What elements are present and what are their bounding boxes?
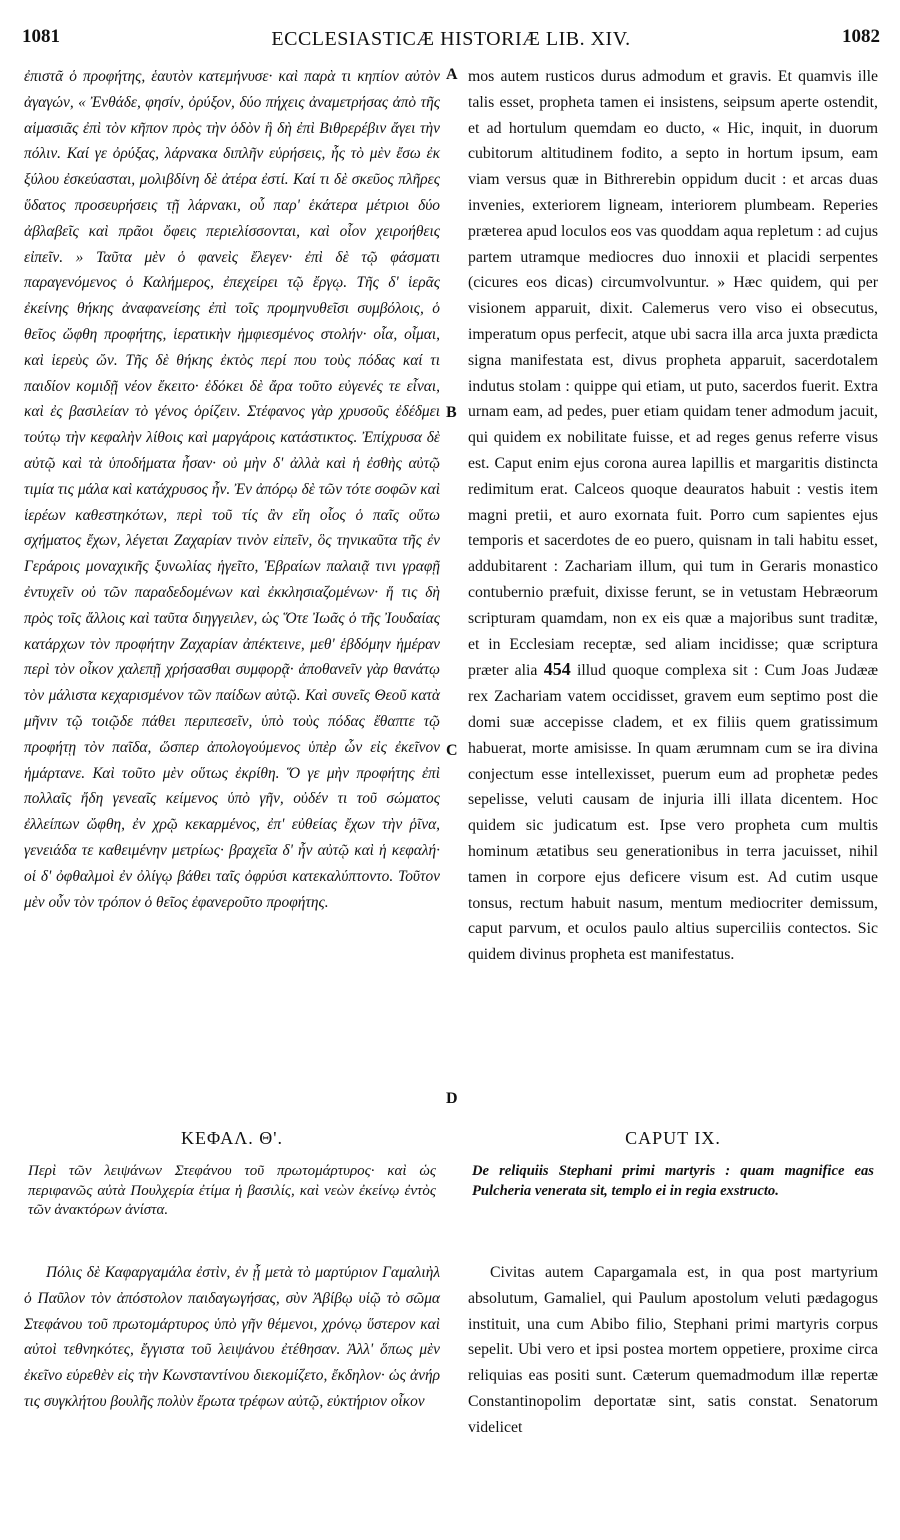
- latin-text-part-a: mos autem rusticos durus admodum et gravis. Et quamvis ille talis esset, propheta tamen ei insistens, seipsum aperte ostendit, et ad hortulum quemdam eo ducto, « Hic, inquit, in duorum cubitorum altitudinem fodito, a septo in hortum ipsum, eam viam versus quæ in Bithrerebin oppidum ducit : et arcas duas invenies, exteriorem ligneam, interiorem plumbeam. Reperies præterea apud loculos eos vas quoddam aqua repletum : ad cujus partem utramque mediocres duo innoxii et placidi serpentes (cicures eos dicas) circumvolvuntur. » Hæc quidem, qui per visionem apparuit, dixit. Calemerus vero viso ei obsecutus, imperatum opus perfecit, atque ubi sacra illa arca juxta prædicta signa manifestata est, divus propheta apparuit, sacerdotalem indutus stolam : quippe qui etiam, ut puto, sacerdos fuerit. Extra urnam eam, ad pedes, puer etiam quidam tener admodum jacuit, qui quidem ex nobilitate fuisse, et ad reges genus referre visus est. Caput enim ejus corona aurea lapillis et margaritis distincta redimitum erat. Calceos quoque deauratos habuit : vestis item magni pretii, et auro exornata fuit. Porro cum sapientes ejus temporis et sacerdotes de eo puero, quisnam in tali habitu esset, addubitarent : Zachariam illum, qui tum in Geraris monastico contubernio præfuit, dixisse ferunt, se in vetustam Hebræorum scripturam quamdam, non ex eis quæ a majoribus sunt traditæ, et in Ecclesiam receptæ, sed aliam incidisse; quæ scriptura præter alia: [468, 68, 878, 680]
- running-header: [22, 10, 880, 50]
- greek-paragraph-chapter-9: Πόλις δὲ Καφαργαμάλα ἐστὶν, ἐν ᾗ μετὰ τὸ μαρτύριον Γαμαλιὴλ ὁ Παῦλον τὸν ἀπόστολον παιδαγωγήσας, σὺν Ἀβίβῳ υἱῷ τὸ σῶμα Στεφάνου τοῦ πρωτομάρτυρος ὑπὸ γῆν θέμενοι, χρόνῳ ὕστερον καὶ αὐτοὶ τεθνηκότες, ἔγγιστα τοῦ λειψάνου ἐτέθησαν. Ἀλλ' ὅπως μὲν ἐκεῖνο εὑρεθὲν εἰς τὴν Κωνσταντίνου διεκομίζετο, ἔκδηλον· ὡς ἀνήρ τις συγκλήτου βουλῆς πολὺν ἔρωτα τρέφων αὐτῷ, εὐκτήριον οἶκον: [24, 1264, 440, 1410]
- margin-letter-b: B: [446, 404, 457, 421]
- running-title: ECCLESIASTICÆ HISTORIÆ LIB. XIV.: [271, 28, 631, 50]
- latin-paragraph-chapter-9: Civitas autem Capargamala est, in qua post martyrium absolutum, Gamaliel, qui Paulum apostolum veluti pædagogus instituit, una cum Abibo filio, Stephani primi martyris corpus sepelit. Ubi vero et ipsi postea mortem oppetiere, proxime circa reliquias eas positi sunt. Cæterum quemadmodum illæ repertæ Constantinopolim deportatæ sint, satis constat. Senatorum videlicet: [468, 1264, 878, 1436]
- latin-text-part-b: illud quoque complexa sit : Cum Joas Judææ rex Zachariam vatem occidisset, gravem eum septimo post die domi suæ accepisse cladem, et ex filiis quem gratissimum habuerat, morte amisisse. In quam ærumnam cum se ira divina conjectum esse intellexisset, puerum eum ad prophetæ pedes sepelisse, veluti causam de injuria illi illata dicentem. Hoc quidem sic judicatum est. Ipse vero propheta cum multis hominum ætatibus seu generationibus in terra jacuisset, nihil tamen in corpore ejus deficere visum est. Ad cutim usque tonsus, rectum habuit nasum, mentum mediocriter demissum, caput parvum, et oculos paulo altius superciliis contectos. Sic quidem divinus propheta est manifestatus.: [468, 662, 879, 964]
- latin-paragraph: [468, 64, 878, 968]
- page-number-left: 1081: [22, 26, 60, 47]
- greek-chapter-summary: Περὶ τῶν λειψάνων Στεφάνου τοῦ πρωτομάρτυρος· καὶ ὡς περιφανῶς αὐτὰ Πουλχερία ἐτίμα ἡ βασιλίς, καὶ νεὼν ἐκείνῳ ἐντὸς τῶν ἀνακτόρων ἀνίστα.: [28, 1163, 436, 1218]
- greek-column-top: [24, 64, 440, 915]
- greek-chapter-heading: ΚΕΦΑΛ. Θ'.: [180, 1128, 284, 1148]
- latin-chapter-summary: De reliquiis Stephani primi martyris : quam magnifice eas Pulcheria venerata sit, templo ei in regia exstructo.: [472, 1163, 874, 1199]
- greek-column-bottom: [24, 1260, 440, 1415]
- greek-paragraph: ἐπιστᾶ ὁ προφήτης, ἑαυτὸν κατεμήνυσε· καὶ παρὰ τι κηπίον αὐτὸν ἀγαγών, « Ἐνθάδε, φησίν, ὀρύξον, δύο πήχεις ἀναμετρήσας ἀπὸ τῆς αἱμασιᾶς ἐπὶ τὸν κῆπον πρὸς τὴν ὁδὸν ἣ δὴ ἐπὶ Βιθρερέβιν ἄγει τὴν πόλιν. Καί γε ὀρύξας, λάρνακα διπλῆν εὑρήσεις, ἧς τὸ μὲν ἔσω ἐκ ξύλου ἐσκεύασται, μολιβδίνη δὲ ἀτέρα ἐστί. Καί τι δὲ σκεῦος πλῆρες ὕδατος προσευρήσεις τῇ λάρνακι, οὗ παρ' ἑκάτερα μέτριοι δύο ἀβλαβεῖς καὶ πρᾶοι ὄφεις περιελίσσονται, καὶ οἷον χειροήθεις εἰπεῖν. » Ταῦτα μὲν ὁ φανεὶς ἔλεγεν· ἐπὶ δὲ τῷ φάσματι παραγενόμενος ὁ Καλήμερος, ἐπεχείρει τῷ ἔργῳ. Τῆς δ' ἱερᾶς ἐκείνης θήκης ἀναφανείσης ἐπὶ τοῖς προμηνυθεῖσι συμβόλοις, ὁ θεῖος ὤφθη προφήτης, ἱερατικὴν ἠμφιεσμένος στολήν· οἷα, οἶμαι, καὶ ἱερεὺς ὤν. Τῆς δὲ θήκης ἐκτὸς περί που τοὺς πόδας καί τι παιδίον κομιδῇ νέον ἔκειτο· ἐδόκει δὲ ἄρα τοῦτο εὐγενές τε εἶναι, καὶ ἐς βασιλείαν τὸ γένος ὁρίζειν. Στέφανος γὰρ χρυσοῦς ἐδέδμει τούτῳ τὴν κεφαλὴν λίθοις καὶ μαργάροις κατάστικτος. Ἐπίχρυσα δὲ αὐτῷ καὶ τὰ ὑποδήματα ἦσαν· οὐ μὴν δ' ἀλλὰ καὶ ἡ ἐσθὴς αὐτῷ τιμία τις μάλα καὶ κατάχρυσος ἦν. Ἐν ἀπόρῳ δὲ τῶν τότε σοφῶν καὶ ἱερέων καθεστηκότων, περὶ τοῦ τίς ἂν εἴη οἷος ὁ παῖς οὕτω σχήματος ἔχων, λέγεται Ζαχαρίαν τινὸν εἰπεῖν, ὃς τηνικαῦτα τῆς ἐν Γεράροις μοναχικῆς ξυνωλίας ἡγεῖτο, Ἑβραίων παλαιᾷ τινι γραφῇ ἐντυχεῖν οὐ τῶν παραδεδομένων καὶ ἐκκλησιαζομένων· ἥ τις δὴ πρὸς τοῖς ἄλλοις καὶ ταῦτα διηγγειλεν, ὡς Ὅτε Ἰωᾶς ὁ τῆς Ἰουδαίας κατάρχων τὸν προφήτην Ζαχαρίαν ἀπέκτεινε, μεθ' ἑβδόμην ἡμέραν περὶ τὸν οἶκον χαλεπῇ χρήσασθαι συμφορᾷ· ἀποθανεῖν γὰρ θανάτῳ τὸν μάλιστα κεχαρισμένον τῶν παίδων αὐτῷ. Καὶ συνεῖς Θεοῦ κατὰ μῆνιν τῷ τοιῷδε πάθει περιπεσεῖν, ὑπὸ τοὺς πόδας ἔθαπτε τῷ προφήτῃ τὸν παῖδα, ὥσπερ ἀπολογούμενος ὑπὲρ ὧν εἰς ἐκεῖνον ἡμάρτανε. Καὶ τοῦτο μὲν οὕτως ἐκρίθη. Ὅ γε μὴν προφήτης ἐπὶ πολλαῖς ἤδη γενεαῖς κείμενος ὑπὸ γῆν, οὐδέν τι τοῦ σώματος ἐλλείπων ὤφθη, ἐν χρῷ κεκαρμένος, ἐπ' εὐθείας ἔχων τὴν ῥῖνα, γενειάδα τε καθειμένην μετρίως· βραχεῖα δ' ἦν αὐτῷ καὶ ἡ κεφαλή· οἱ δ' ὀφθαλμοὶ ἐν ὀλίγῳ βάθει ταῖς ὀφρύσι κατεκαλύπτοντο. Τοῦτον μὲν οὖν τὸν τρόπον ὁ θεῖος ἐφανεροῦτο προφήτης.: [24, 68, 440, 911]
- margin-letter-d: D: [446, 1090, 458, 1107]
- latin-chapter-heading: CAPUT IX.: [625, 1128, 721, 1148]
- page-marker: 454: [543, 659, 571, 680]
- page-number-right: 1082: [842, 26, 880, 47]
- margin-letter-a: A: [446, 66, 458, 83]
- margin-letter-c: C: [446, 742, 458, 759]
- latin-column-bottom: [468, 1260, 878, 1441]
- latin-column-top: [468, 64, 878, 968]
